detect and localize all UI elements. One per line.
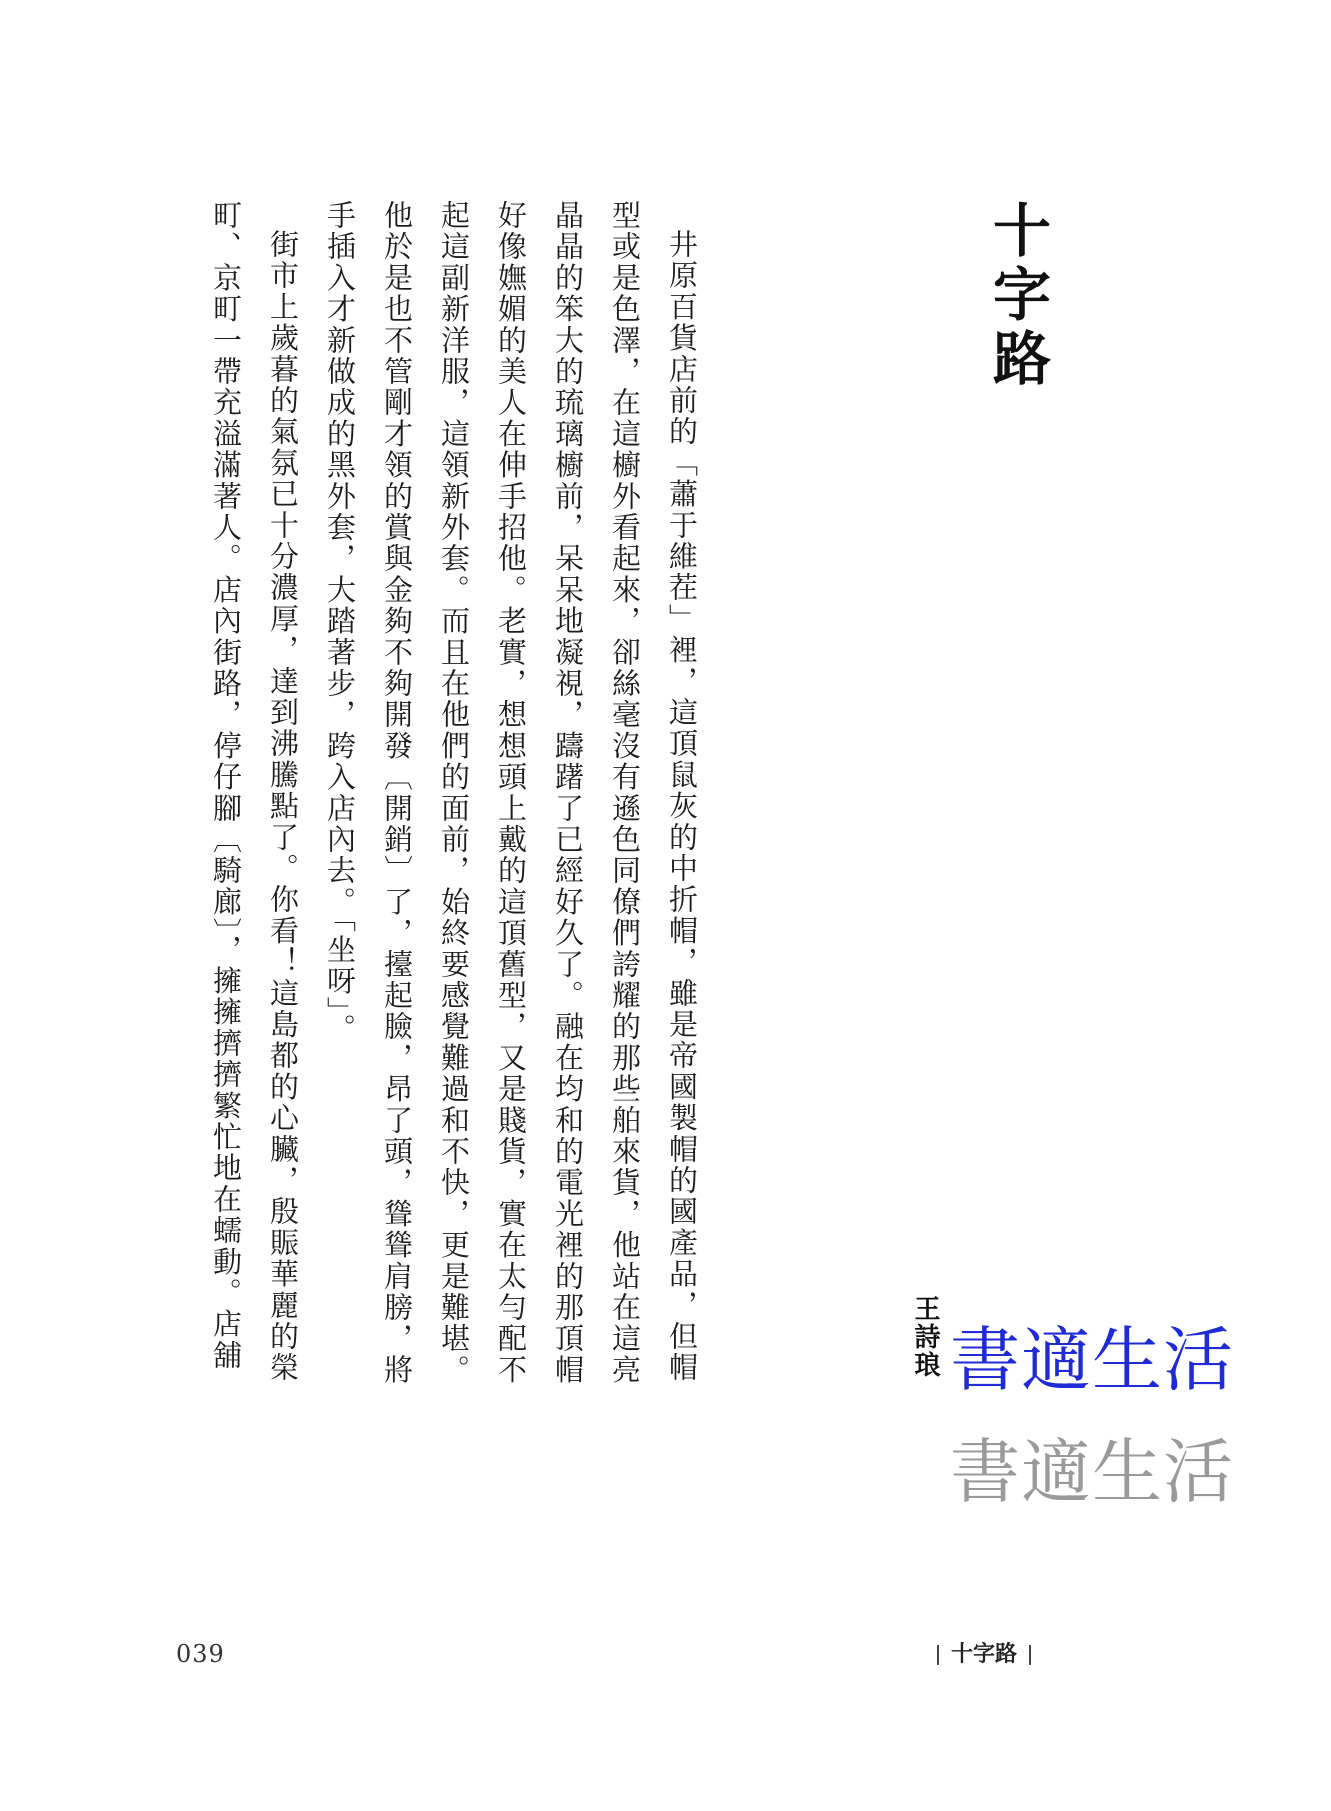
paragraph: 街市上歲暮的氣氛已十分濃厚，達到沸騰點了。你看！這島都的心臟，殷賑華麗的榮町、京町一帶充溢滿著人。店內街路，停仔腳〔騎廊〕，擁擁擠擠繁忙地在蠕動。店舖	[209, 200, 300, 1384]
author-name: 王詩琅	[910, 1295, 940, 1379]
running-head	[925, 1637, 1043, 1668]
divider	[937, 1645, 939, 1665]
watermark-text-blue: 書適生活	[950, 1319, 1234, 1401]
watermark-text-gray: 書適生活	[950, 1431, 1234, 1513]
running-head-label: 十字路	[951, 1641, 1018, 1667]
paragraph: 井原百貨店前的「蕭于維茬」裡，這頂鼠灰的中折帽，雖是帝國製帽的國產品，但帽型或是色澤，在這櫥外看起來，卻絲毫沒有遜色同僚們誇耀的那些舶來貨，他站在這亮晶晶的笨大的琉璃櫥前，呆呆地凝視，躊躇了已經好久了。融在均和的電光裡的那頂帽好像嫵媚的美人在伸手招他。老實，想想頭上戴的這頂舊型，又是賤貨，實在太勻配不起這副新洋服，這領新外套。而且在他們的面前，始終要感覺難過和不快，更是難堪。他於是也不管剛才領的賞與金夠不夠開發〔開銷〕了，擡起臉，昂了頭，聳聳肩膀，將手插入才新做成的黑外套，大踏著步，跨入店內去。「坐呀」。	[323, 200, 699, 1386]
body-text	[190, 200, 710, 1400]
page-number: 039	[176, 1640, 225, 1668]
divider	[1029, 1645, 1031, 1665]
chapter-title: 十字路	[983, 200, 1051, 392]
